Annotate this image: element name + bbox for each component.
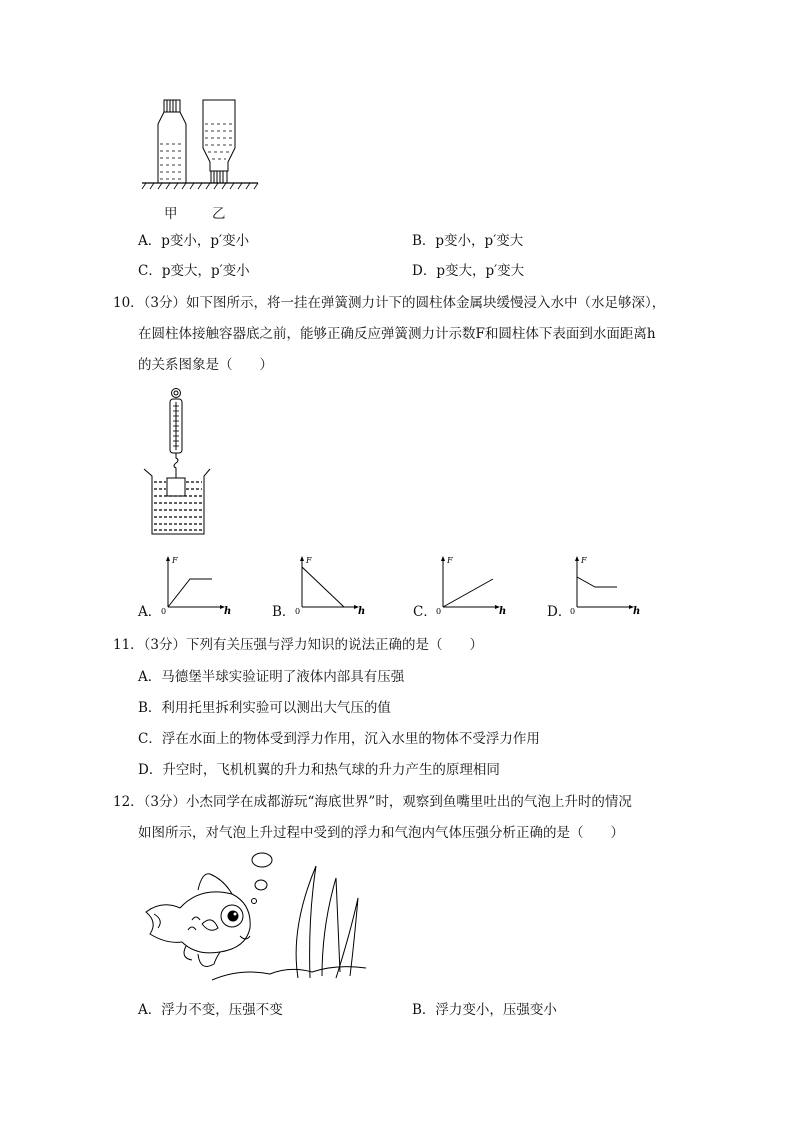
q9-option-d: D．p变大，p′变大 — [412, 263, 525, 279]
q9-option-a: A．p变小，p′变小 — [138, 233, 250, 249]
q10-stem-line1: 10．（3分）如下图所示，将一挂在弹簧测力计下的圆柱体金属块缓慢浸入水中（水足够深）， — [113, 295, 666, 311]
q10-graph-b-axis-x: h — [358, 606, 366, 615]
q12-option-a: A．浮力不变，压强不变 — [138, 1002, 283, 1018]
fish-bubbles-figure — [140, 848, 370, 986]
q10-graph-c-origin: 0 — [436, 607, 442, 615]
q10-graph-a-axis-y: F — [172, 556, 178, 565]
q10-graph-d-origin: 0 — [570, 607, 576, 615]
spring-scale-beaker-figure — [142, 386, 212, 538]
q11-option-d: D．升空时，飞机机翼的升力和热气球的升力产生的原理相同 — [138, 762, 500, 778]
q10-graph-c — [433, 553, 513, 615]
q10-graph-c-axis-x: h — [499, 606, 507, 615]
q11-option-c: C．浮在水面上的物体受到浮力作用，沉入水里的物体不受浮力作用 — [138, 731, 540, 747]
q10-graph-d-axis-x: h — [633, 606, 641, 615]
q11-option-a: A．马德堡半球实验证明了液体内部具有压强 — [138, 669, 405, 685]
q10-graph-a — [158, 553, 238, 615]
q12-option-b: B．浮力变小，压强变小 — [412, 1002, 557, 1018]
q10-graph-b — [292, 553, 372, 615]
bottle-label-left: 甲 — [164, 206, 178, 222]
q10-graph-a-axis-x: h — [224, 606, 232, 615]
q12-stem-line1: 12．（3分）小杰同学在成都游玩“海底世界”时，观察到鱼嘴里吐出的气泡上升时的情况 — [113, 794, 632, 810]
q10-graph-b-origin: 0 — [295, 607, 301, 615]
q10-graph-d-axis-y: F — [581, 556, 587, 565]
q10-graph-b-axis-y: F — [306, 556, 312, 565]
q10-stem-line3: 的关系图象是（ ） — [138, 357, 273, 373]
q9-option-b: B．p变小，p′变大 — [412, 233, 524, 249]
q11-stem: 11．（3分）下列有关压强与浮力知识的说法正确的是（ ） — [113, 637, 484, 653]
q12-stem-line2: 如图所示，对气泡上升过程中受到的浮力和气泡内气体压强分析正确的是（ ） — [138, 825, 624, 841]
q11-option-b: B．利用托里拆利实验可以测出大气压的值 — [138, 700, 391, 716]
q9-option-c: C．p变大，p′变小 — [138, 263, 250, 279]
q10-option-d-label: D． — [547, 604, 572, 620]
bottle-label-right: 乙 — [212, 206, 226, 222]
q10-option-a-label: A． — [138, 604, 162, 620]
q10-option-c-label: C． — [413, 604, 437, 620]
q10-graph-c-axis-y: F — [447, 556, 453, 565]
bottles-figure — [140, 96, 260, 196]
q10-stem-line2: 在圆柱体接触容器底之前，能够正确反应弹簧测力计示数F和圆柱体下表面到水面距离h — [138, 326, 656, 342]
q10-option-b-label: B． — [272, 604, 296, 620]
q10-graph-d — [567, 553, 647, 615]
q10-graph-a-origin: 0 — [161, 607, 167, 615]
